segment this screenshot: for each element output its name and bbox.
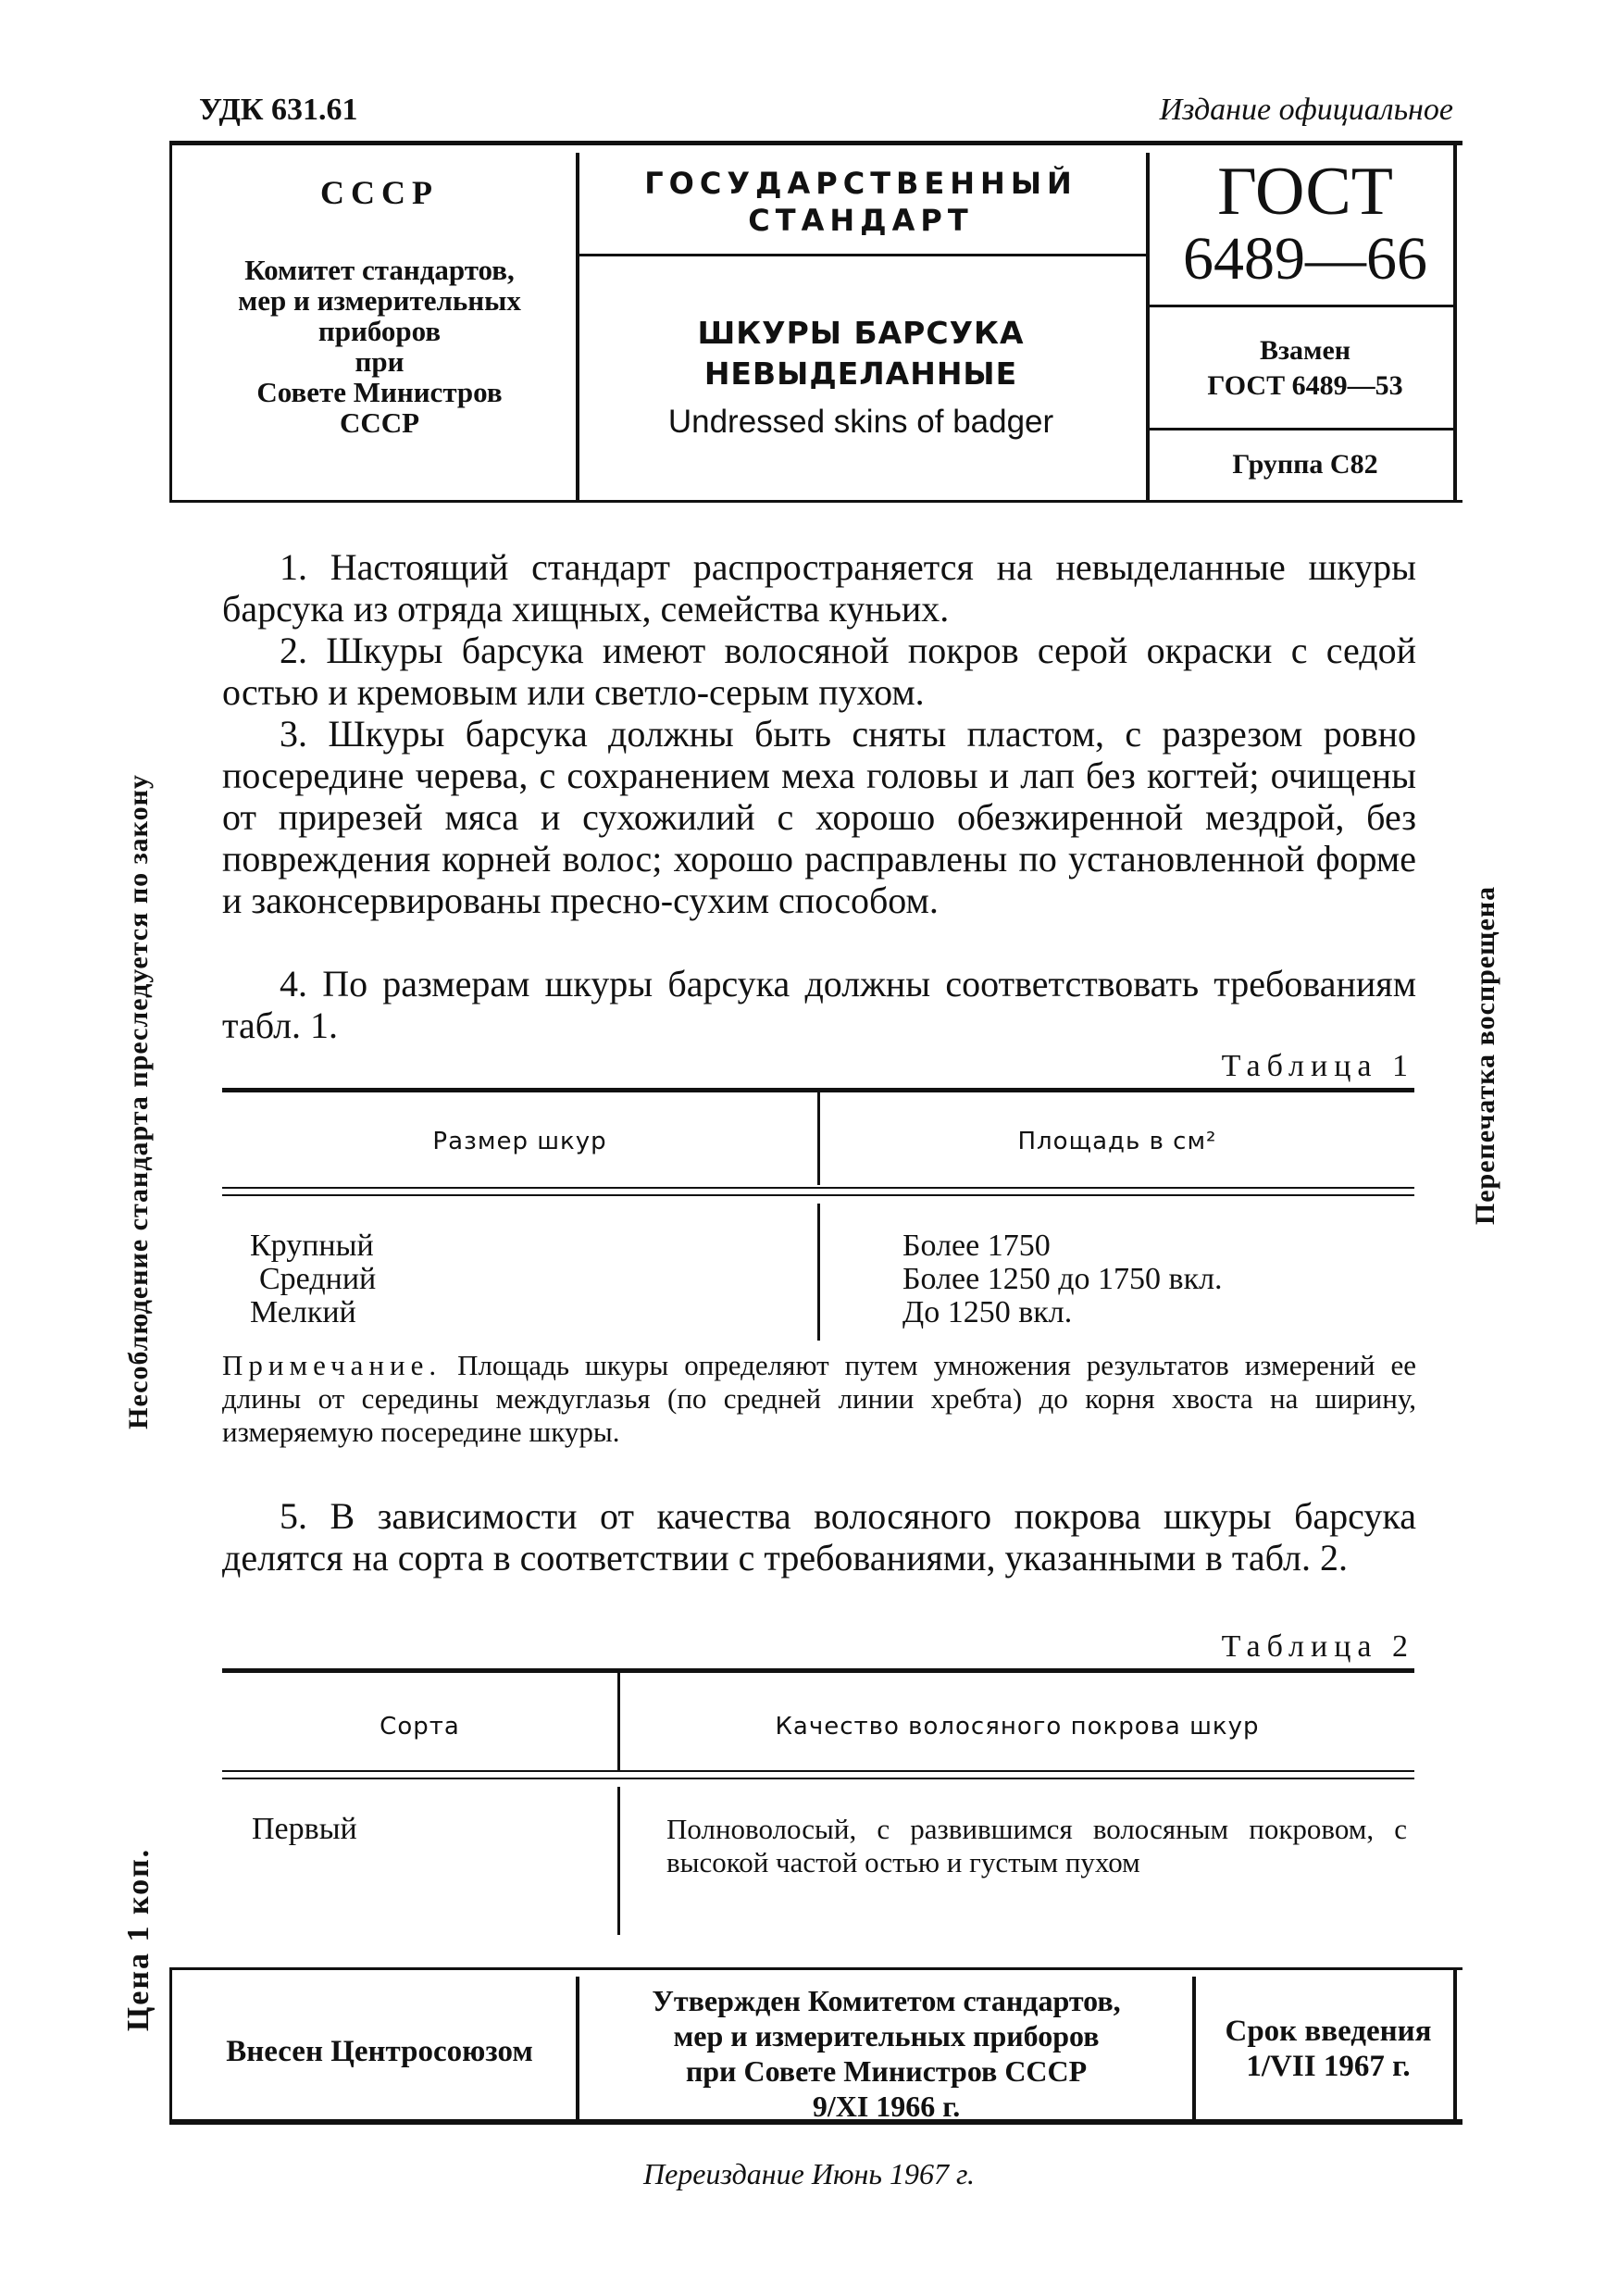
note-text: Площадь шкуры определяют путем умножения результатов измерений ее длины от середины междуглазья (по средней линии хребта) до корня хвоста на ширину, измеряемую посередине шкуры. — [222, 1349, 1416, 1448]
header-left-cell — [176, 174, 583, 439]
side-price-text: Цена 1 коп. — [121, 1847, 156, 2032]
table-1-note — [222, 1349, 1416, 1449]
table-1-cell-area: Более 1750 — [902, 1229, 1051, 1263]
effective-line: 1/VII 1967 г. — [1246, 2050, 1411, 2083]
table-1-cell-area: Более 1250 до 1750 вкл. — [902, 1262, 1223, 1296]
footer-top-rule — [169, 1967, 1462, 1970]
header-right-rule — [1453, 141, 1457, 502]
table-2-top-rule — [222, 1668, 1414, 1673]
paragraph-1-text: 1. Настоящий стандарт распространяется на невыделанные шкуры барсука из отряда хищных, семейства куньих. — [222, 546, 1416, 630]
table-2-header-quality: Качество волосяного покрова шкур — [775, 1713, 1260, 1741]
replaces-block — [1157, 333, 1453, 404]
table-1-cell-area: До 1250 вкл. — [902, 1295, 1073, 1329]
paragraph-5-text: 5. В зависимости от качества волосяного покрова шкуры барсука делятся на сорта в соответствии с требованиями, указанными в табл. 2. — [222, 1495, 1416, 1578]
table-1-body-divider — [817, 1204, 820, 1341]
replaces-label: Взамен — [1259, 335, 1351, 366]
table-1-cell-size: Крупный — [250, 1229, 374, 1263]
header-right-rule-2 — [1150, 428, 1453, 430]
side-warning-text: Несоблюдение стандарта преследуется по закону — [123, 774, 154, 1429]
committee-line: Совете Министров — [256, 376, 503, 408]
table-1-cell-size: Мелкий — [250, 1295, 356, 1329]
ussr-label: СССР — [320, 174, 439, 211]
approved-line: мер и измерительных приборов — [673, 2019, 1100, 2053]
reprint-note: Переиздание Июнь 1967 г. — [642, 2157, 975, 2190]
committee-line: приборов — [317, 315, 442, 347]
paragraph-4 — [222, 963, 1416, 1046]
paragraph-1 — [222, 546, 1416, 630]
table-1-header-size: Размер шкур — [432, 1128, 607, 1155]
committee-line: Комитет стандартов, — [244, 254, 515, 286]
table-2-cell-quality: Полноволосый, с развившимся волосяным покровом, с высокой частой остью и густым пухом — [666, 1813, 1407, 1878]
paragraph-3 — [222, 713, 1416, 921]
committee-line: при — [355, 345, 404, 378]
header-subject — [579, 313, 1143, 443]
header-right-rule-1 — [1150, 305, 1453, 307]
title-line: ГОСУДАРСТВЕННЫЙ — [644, 166, 1077, 201]
table-1-header-area: Площадь в см² — [1017, 1128, 1217, 1155]
paragraph-2-text: 2. Шкуры барсука имеют волосяной покров серой окраски с седой остью и кремовым или светло-серым пухом. — [222, 630, 1416, 713]
introduced-by: Внесен Центросоюзом — [226, 2035, 533, 2068]
table-1-header-rule-b — [222, 1194, 1414, 1196]
side-reprint-forbidden-text: Перепечатка воспрещена — [1470, 885, 1500, 1226]
header-standard-title — [579, 165, 1143, 239]
replaces-value: ГОСТ 6489—53 — [1207, 370, 1403, 401]
edition-label: Издание официальное — [1159, 93, 1453, 127]
table-2-cell-grade: Первый — [252, 1812, 357, 1846]
header-mid-rule — [579, 254, 1146, 256]
approved-line: при Совете Министров СССР — [685, 2054, 1088, 2088]
table-2-caption: Таблица 2 — [1221, 1629, 1414, 1664]
title-line: СТАНДАРТ — [748, 203, 974, 238]
effective-date — [1199, 2014, 1458, 2084]
subject-line: НЕВЫДЕЛАННЫЕ — [703, 356, 1018, 392]
approved-line: Утвержден Комитетом стандартов, — [652, 1984, 1121, 2017]
table-1-header-rule-a — [222, 1187, 1414, 1189]
committee-line: мер и измерительных — [238, 284, 521, 317]
approved-line: 9/XI 1966 г. — [812, 2090, 961, 2123]
group-code: Группа С82 — [1232, 449, 1378, 480]
paragraph-3-text: 3. Шкуры барсука должны быть сняты пластом, с разрезом ровно посередине черева, с сохранением меха головы и лап без когтей; очищены от прирезей мяса и сухожилий с хорошо обезжиренной мездрой, без повреждения корней волос; хорошо расправлены по установленной форме и законсервированы пресно-сухим способом. — [222, 713, 1416, 921]
table-1-cell-size: Средний — [259, 1262, 377, 1296]
committee-line: СССР — [339, 406, 420, 439]
gost-number: 6489—66 — [1183, 225, 1427, 293]
approved-by — [583, 1983, 1189, 2124]
table-1-caption: Таблица 1 — [1221, 1049, 1414, 1083]
footer-left-rule — [169, 1967, 172, 2125]
subject-line: ШКУРЫ БАРСУКА — [697, 315, 1025, 351]
header-bottom-rule — [169, 500, 1462, 503]
paragraph-4-text: 4. По размерам шкуры барсука должны соответствовать требованиям табл. 1. — [222, 963, 1416, 1046]
footer-divider-2 — [1192, 1977, 1196, 2120]
header-divider-2 — [1146, 153, 1150, 500]
table-2-header-rule-a — [222, 1770, 1414, 1772]
table-2-header-grade: Сорта — [380, 1713, 460, 1741]
effective-line: Срок введения — [1225, 2015, 1432, 2048]
note-label: Примечание. — [222, 1349, 442, 1381]
header-left-rule — [169, 141, 172, 502]
table-2-body-divider — [617, 1787, 620, 1935]
header-top-rule — [169, 141, 1462, 145]
paragraph-2 — [222, 630, 1416, 713]
udk-code: УДК 631.61 — [199, 93, 358, 127]
subject-english: Undressed skins of badger — [667, 404, 1054, 440]
table-2-header-rule-b — [222, 1778, 1414, 1779]
paragraph-5 — [222, 1495, 1416, 1578]
gost-label: ГОСТ — [1217, 154, 1393, 230]
